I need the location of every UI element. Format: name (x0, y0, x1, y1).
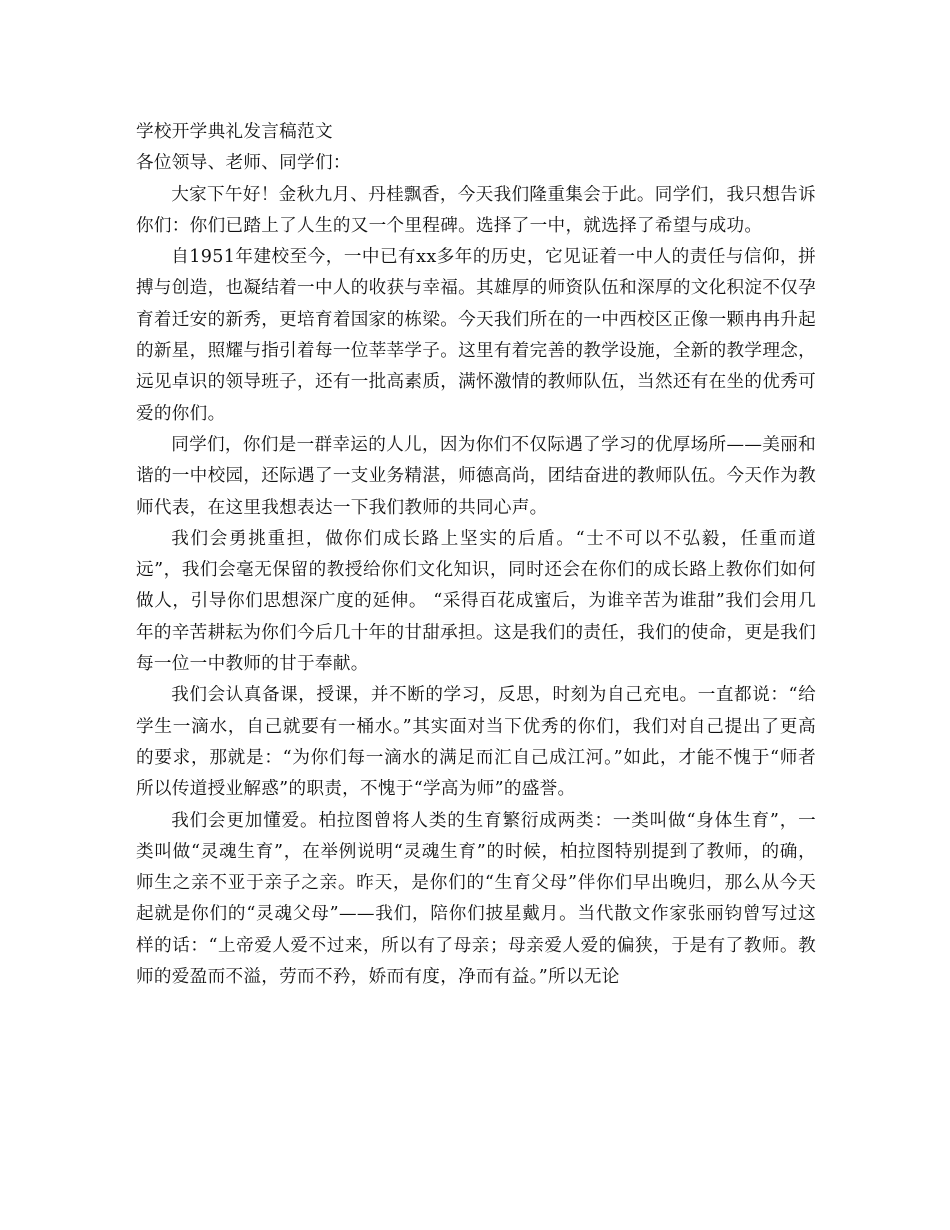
paragraph-school-history: 自1951年建校至今，一中已有xx多年的历史，它见证着一中人的责任与信仰，拼搏与创造，也凝结着一中人的收获与幸福。其雄厚的师资队伍和深厚的文化积淀不仅孕育着迁安的新秀，更培育着国家的栋梁。今天我们所在的一中西校区正像一颗冉冉升起的新星，照耀与指引着每一位莘莘学子。这里有着完善的教学设施，全新的教学理念，远见卓识的领导班子，还有一批高素质，满怀激情的教师队伍，当然还有在坐的优秀可爱的你们。 (136, 247, 816, 424)
paragraph-love: 我们会更加懂爱。柏拉图曾将人类的生育繁衍成两类：一类叫做“身体生育”，一类叫做“灵魂生育”，在举例说明“灵魂生育”的时候，柏拉图特别提到了教师，的确，师生之亲不亚于亲子之亲。昨天，是你们的“生育父母”伴你们早出晚归，那么从今天起就是你们的“灵魂父母”——我们，陪你们披星戴月。当代散文作家张丽钧曾写过这样的话：“上帝爱人爱不过来，所以有了母亲；母亲爱人爱的偏狭，于是有了教师。教师的爱盈而不溢，劳而不矜，娇而有度，净而有益。”所以无论 (136, 810, 816, 988)
document-body (136, 117, 816, 993)
salutation: 各位领导、老师、同学们： (136, 153, 351, 174)
paragraph-fortunate-students: 同学们，你们是一群幸运的人儿，因为你们不仅际遇了学习的优厚场所——美丽和谐的一中校园，还际遇了一支业务精湛，师德高尚，团结奋进的教师队伍。今天作为教师代表，在这里我想表达一下我们教师的共同心声。 (136, 434, 816, 518)
paragraph-responsibility: 我们会勇挑重担，做你们成长路上坚实的后盾。“士不可以不弘毅，任重而道远”，我们会毫无保留的教授给你们文化知识，同时还会在你们的成长路上教你们如何做人，引导你们思想深广度的延伸。 “采得百花成蜜后，为谁辛苦为谁甜”我们会用几年的辛苦耕耘为你们今后几十年的甘甜承担。这是我们的责任，我们的使命，更是我们每一位一中教师的甘于奉献。 (136, 528, 816, 675)
paragraph-preparation: 我们会认真备课，授课，并不断的学习，反思，时刻为自己充电。一直都说：“给学生一滴水，自己就要有一桶水。”其实面对当下优秀的你们，我们对自己提出了更高的要求，那就是：“为你们每一滴水的满足而汇自己成江河。”如此，才能不愧于“师者所以传道授业解惑”的职责，不愧于“学高为师”的盛誉。 (136, 685, 816, 800)
paragraph-greeting: 大家下午好！金秋九月、丹桂飘香，今天我们隆重集会于此。同学们，我只想告诉你们：你们已踏上了人生的又一个里程碑。选择了一中，就选择了希望与成功。 (136, 184, 816, 236)
document-title: 学校开学典礼发言稿范文 (136, 122, 333, 142)
